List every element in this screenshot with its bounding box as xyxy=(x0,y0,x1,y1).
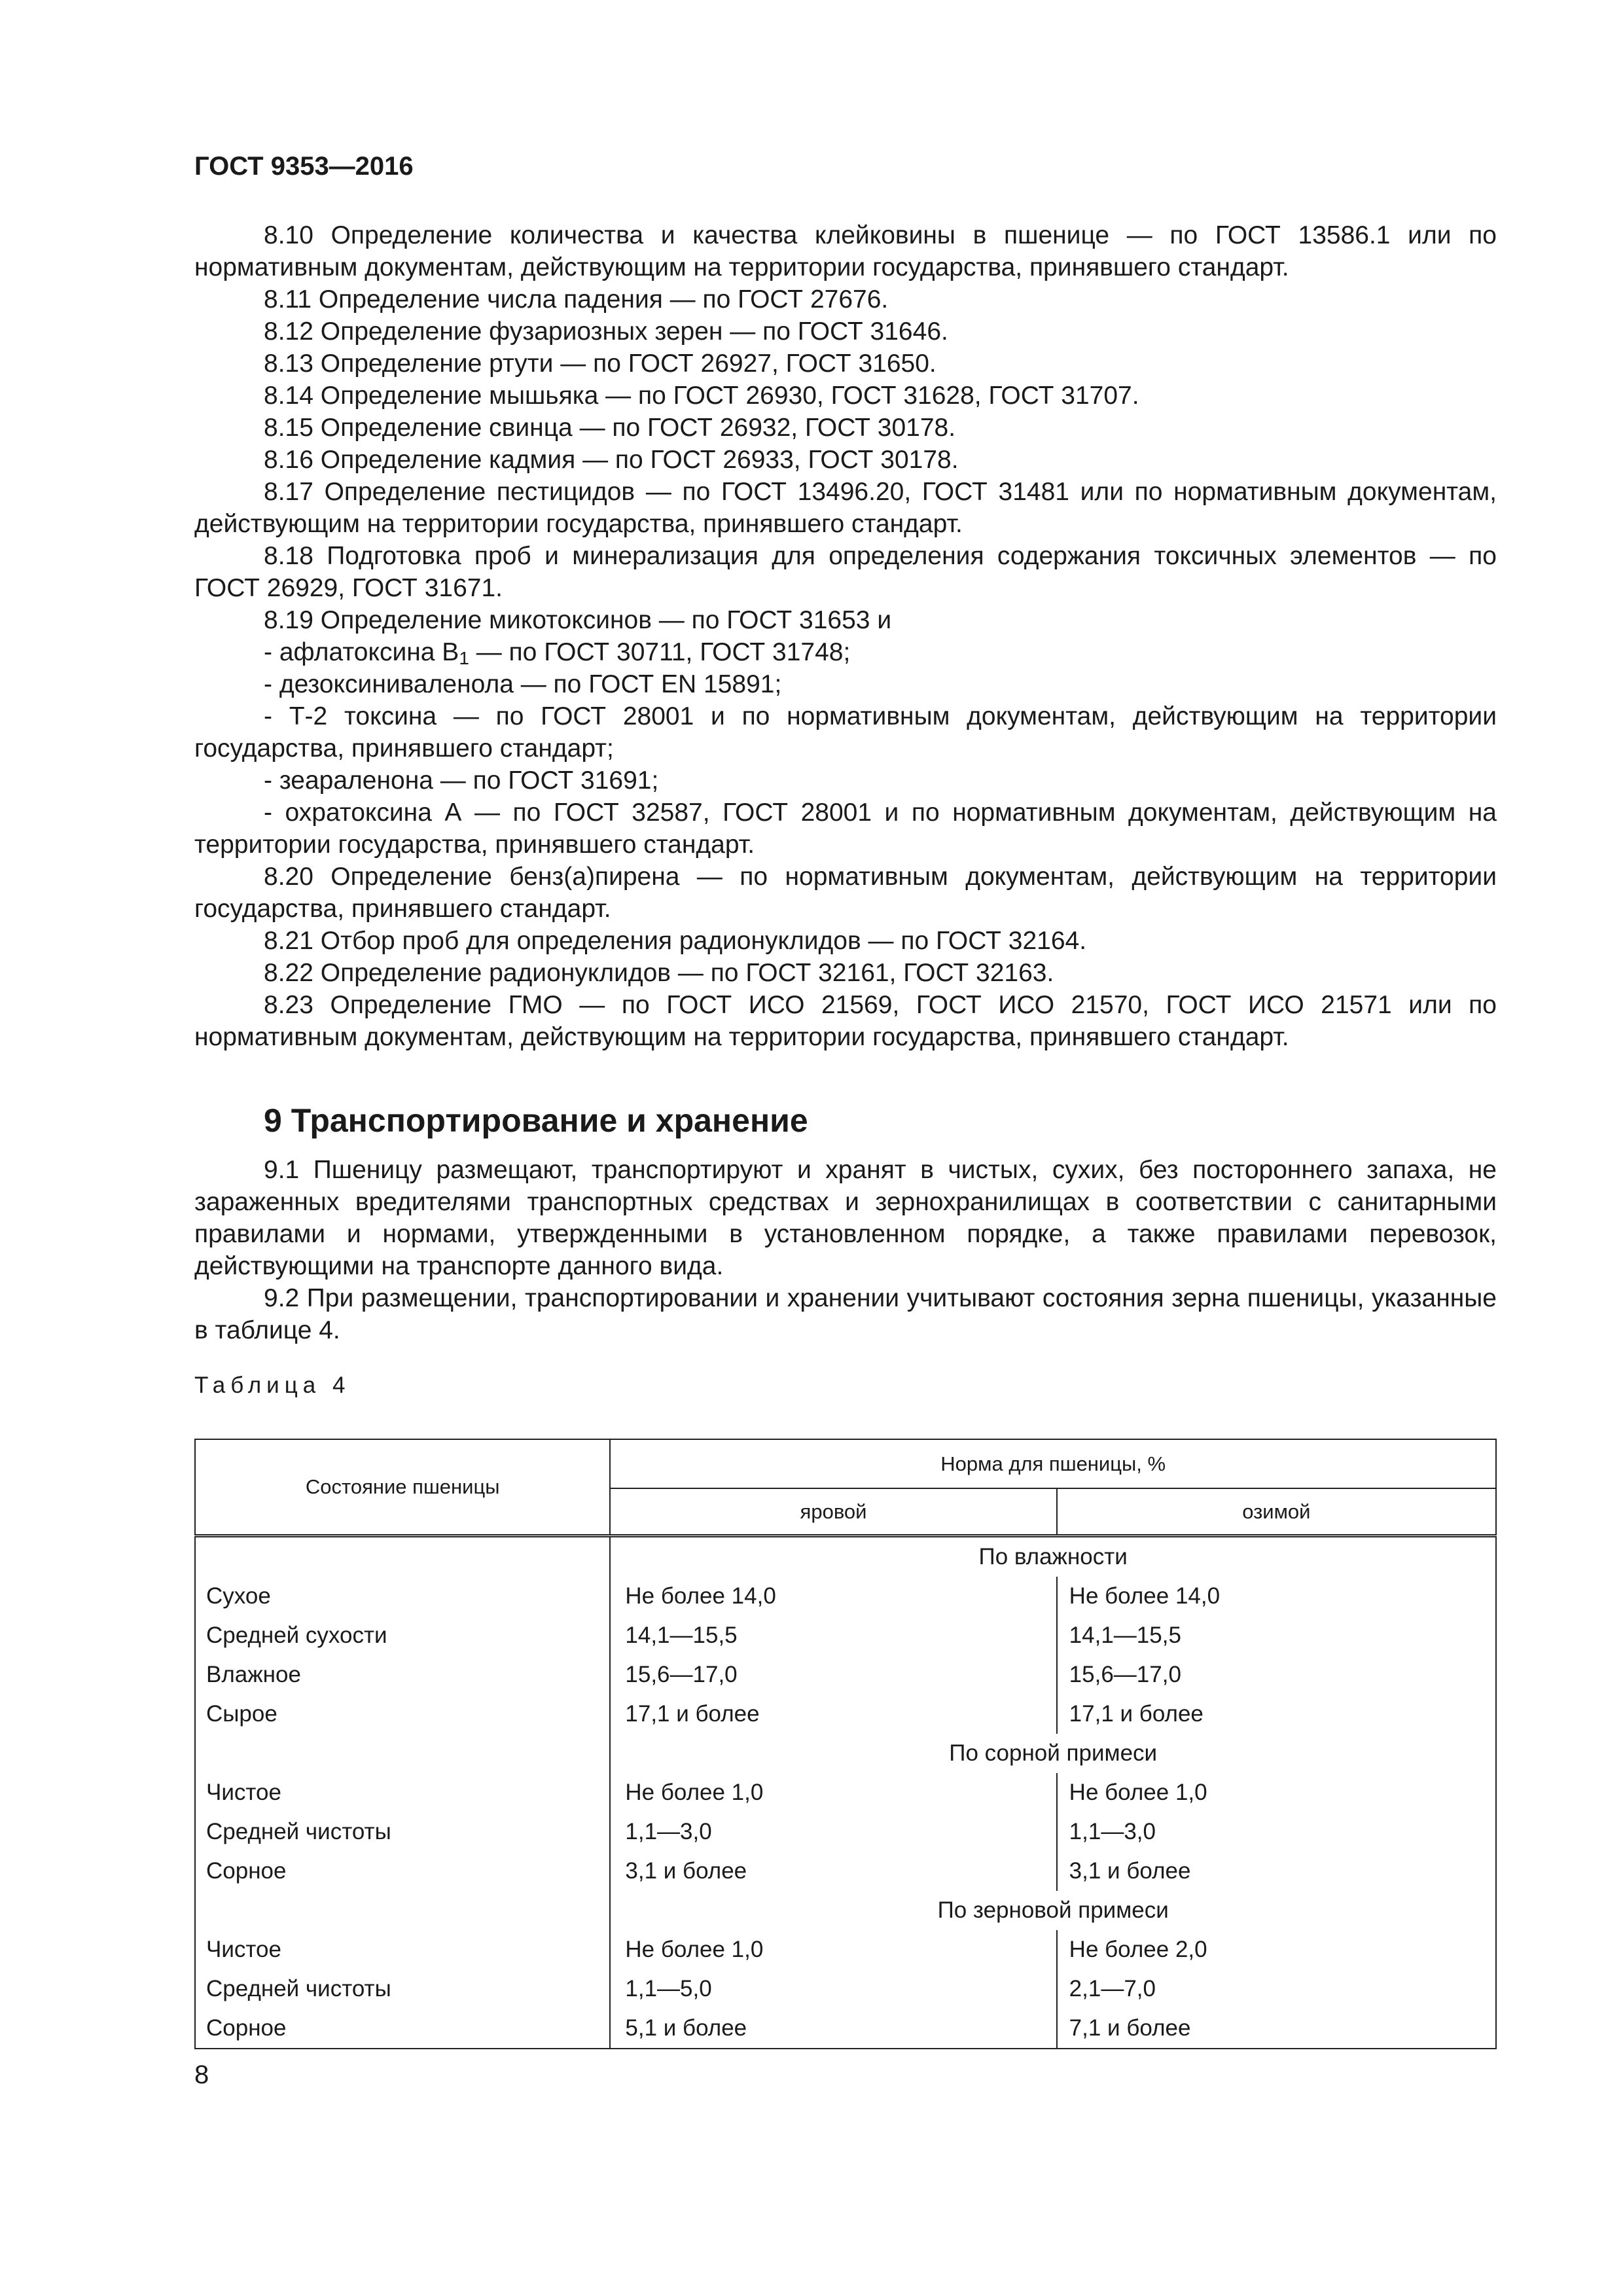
table-cell-state: Средней чистоты xyxy=(195,1969,610,2009)
wheat-state-table xyxy=(194,1439,1497,2049)
page-number: 8 xyxy=(194,2060,209,2089)
table-cell-spring: 1,1—3,0 xyxy=(625,1819,712,1844)
table-group-row xyxy=(195,1734,1496,1773)
document-header: ГОСТ 9353—2016 xyxy=(194,152,414,181)
clause-8-13: 8.13 Определение ртути — по ГОСТ 26927, ГОСТ 31650. xyxy=(264,350,936,378)
table-cell-spring: 1,1—5,0 xyxy=(625,1976,712,2001)
mycotoxin-aflatoxin xyxy=(194,636,1497,668)
table-row xyxy=(195,1969,1496,2009)
table-cell-winter: 3,1 и более xyxy=(1057,1852,1496,1891)
table-caption: Таблица 4 xyxy=(194,1372,351,1398)
table-cell-winter: 7,1 и более xyxy=(1057,2009,1496,2049)
table-cell-winter: 2,1—7,0 xyxy=(1057,1969,1496,2009)
clause-8-14: 8.14 Определение мышьяка — по ГОСТ 26930, ГОСТ 31628, ГОСТ 31707. xyxy=(264,382,1139,410)
clause-8-12: 8.12 Определение фузариозных зерен — по ГОСТ 31646. xyxy=(264,317,948,346)
table-cell-spring: Не более 1,0 xyxy=(625,1780,764,1805)
table-cell-state: Сорное xyxy=(195,1852,610,1891)
table-cell-state: Чистое xyxy=(195,1773,610,1812)
table-cell-winter: 15,6—17,0 xyxy=(1057,1655,1496,1695)
section-9-body xyxy=(194,1154,1497,1346)
clause-8-21: 8.21 Отбор проб для определения радионуклидов — по ГОСТ 32164. xyxy=(264,927,1087,955)
table-cell-state: Чистое xyxy=(195,1930,610,1969)
table-cell-winter: 1,1—3,0 xyxy=(1057,1812,1496,1852)
table-row xyxy=(195,1577,1496,1616)
table-cell-state: Средней чистоты xyxy=(195,1812,610,1852)
table-group-title: По сорной примеси xyxy=(610,1734,1496,1773)
table-cell-spring: Не более 14,0 xyxy=(625,1583,776,1609)
table-row xyxy=(195,1695,1496,1734)
table-cell-state: Сорное xyxy=(195,2009,610,2049)
clause-8-17: 8.17 Определение пестицидов — по ГОСТ 13496.20, ГОСТ 31481 или по нормативным документам, действующим на территории государства, принявшего стандарт. xyxy=(194,478,1497,538)
table-cell-winter: 14,1—15,5 xyxy=(1057,1616,1496,1655)
table-cell-spring: 5,1 и более xyxy=(610,2009,1056,2049)
mycotoxin-item: - охратоксина А — по ГОСТ 32587, ГОСТ 28001 и по нормативным документам, действующим на территории государства, принявшего стандарт. xyxy=(194,798,1497,859)
header-state: Состояние пшеницы xyxy=(195,1439,610,1536)
table-cell-empty xyxy=(195,1734,610,1773)
table-cell-winter: 17,1 и более xyxy=(1057,1695,1496,1734)
aflatoxin-subscript: 1 xyxy=(459,648,469,668)
table-cell-state: Сухое xyxy=(195,1577,610,1616)
table-cell-empty xyxy=(195,1891,610,1930)
header-norm: Норма для пшеницы, % xyxy=(610,1439,1496,1488)
table-row xyxy=(195,1812,1496,1852)
table-row xyxy=(195,1773,1496,1812)
clause-8-23: 8.23 Определение ГМО — по ГОСТ ИСО 21569, ГОСТ ИСО 21570, ГОСТ ИСО 21571 или по нормативным документам, действующим на территории государства, принявшего стандарт. xyxy=(194,991,1497,1051)
table-cell-winter: Не более 14,0 xyxy=(1057,1577,1496,1616)
clause-8-15: 8.15 Определение свинца — по ГОСТ 26932, ГОСТ 30178. xyxy=(264,414,956,442)
table-row xyxy=(195,1930,1496,1969)
clause-9-2: 9.2 При размещении, транспортировании и хранении учитывают состояния зерна пшеницы, указанные в таблице 4. xyxy=(194,1284,1497,1344)
mycotoxin-item: - зеараленона — по ГОСТ 31691; xyxy=(264,766,659,795)
clause-8-18: 8.18 Подготовка проб и минерализация для определения содержания токсичных элементов — по ГОСТ 26929, ГОСТ 31671. xyxy=(194,542,1497,602)
table-row xyxy=(195,1616,1496,1655)
table-cell-spring: 14,1—15,5 xyxy=(625,1623,738,1648)
clause-8-22: 8.22 Определение радионуклидов — по ГОСТ 32161, ГОСТ 32163. xyxy=(264,959,1054,987)
clause-8-10: 8.10 Определение количества и качества клейковины в пшенице — по ГОСТ 13586.1 или по нормативным документам, действующим на территории государства, принявшего стандарт. xyxy=(194,221,1497,281)
table-cell-state: Средней сухости xyxy=(195,1616,610,1655)
section-9-title: 9 Транспортирование и хранение xyxy=(264,1102,808,1139)
table-cell-state: Сырое xyxy=(195,1695,610,1734)
mycotoxin-item: - Т-2 токсина — по ГОСТ 28001 и по нормативным документам, действующим на территории государства, принявшего стандарт; xyxy=(194,702,1497,762)
table-cell-winter: Не более 2,0 xyxy=(1057,1930,1496,1969)
table-row xyxy=(195,1655,1496,1695)
table-cell-spring: 3,1 и более xyxy=(625,1858,747,1884)
table-group-title: По зерновой примеси xyxy=(610,1891,1496,1930)
section-8-clauses xyxy=(194,219,1497,1053)
table-group-row xyxy=(195,1891,1496,1930)
table-row xyxy=(195,1852,1496,1891)
table-group-row xyxy=(195,1536,1496,1577)
table-group-title: По влажности xyxy=(610,1536,1496,1577)
clause-8-19: 8.19 Определение микотоксинов — по ГОСТ 31653 и xyxy=(264,606,892,634)
header-winter: озимой xyxy=(1057,1488,1496,1536)
mycotoxin-item: - дезоксиниваленола — по ГОСТ EN 15891; xyxy=(264,670,782,698)
table-cell-spring: 15,6—17,0 xyxy=(625,1662,738,1687)
aflatoxin-prefix: - афлатоксина В xyxy=(264,638,459,666)
table-cell-spring: 17,1 и более xyxy=(625,1701,760,1727)
table-cell-winter: Не более 1,0 xyxy=(1057,1773,1496,1812)
clause-9-1: 9.1 Пшеницу размещают, транспортируют и хранят в чистых, сухих, без постороннего запаха, не зараженных вредителями транспортных средствах и зернохранилищах в соответствии с санитарными правилами и нормами, утвержденными в установленном порядке, а также правилами перевозок, действующими на транспорте данного вида. xyxy=(194,1156,1497,1280)
clause-8-11: 8.11 Определение числа падения — по ГОСТ 27676. xyxy=(264,285,889,314)
table-cell-empty xyxy=(195,1536,610,1577)
table-row xyxy=(195,2009,1496,2049)
aflatoxin-suffix: — по ГОСТ 30711, ГОСТ 31748; xyxy=(469,638,851,666)
table-cell-state: Влажное xyxy=(195,1655,610,1695)
table-cell-spring: Не более 1,0 xyxy=(625,1937,764,1962)
table-body xyxy=(195,1536,1496,2049)
header-spring: яровой xyxy=(610,1488,1056,1536)
clause-8-20: 8.20 Определение бенз(а)пирена — по нормативным документам, действующим на территории государства, принявшего стандарт. xyxy=(194,863,1497,923)
clause-8-16: 8.16 Определение кадмия — по ГОСТ 26933, ГОСТ 30178. xyxy=(264,446,959,474)
